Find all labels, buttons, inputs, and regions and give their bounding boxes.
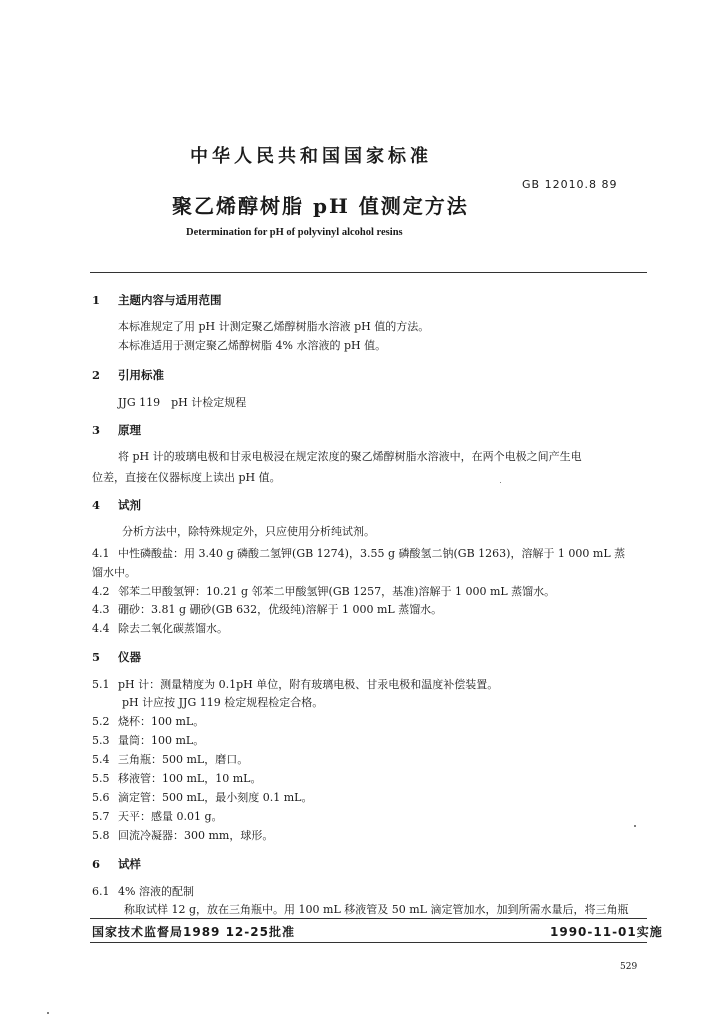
item-text: 除去二氧化碳蒸馏水。 <box>118 622 228 635</box>
paragraph: 称取试样 12 g，放在三角瓶中。用 100 mL 移液管及 50 mL 滴定管加水，加到所需水量后，将三角瓶 <box>124 903 629 916</box>
list-item <box>92 751 248 767</box>
item-text: 烧杯：100 mL。 <box>118 715 205 728</box>
document-title: 聚乙烯醇树脂 pH 值测定方法 <box>172 194 469 218</box>
item-number: 4.4 <box>92 622 110 635</box>
item-text: 量筒：100 mL。 <box>118 734 205 747</box>
item-number: 5.6 <box>92 791 110 804</box>
list-item <box>92 827 273 843</box>
item-number: 5.7 <box>92 810 110 823</box>
section-title: 仪器 <box>118 650 141 664</box>
paragraph: pH 计应按 JJG 119 检定规程检定合格。 <box>122 696 324 709</box>
paragraph: 位差，直接在仪器标度上读出 pH 值。 <box>92 471 281 484</box>
list-item <box>92 770 261 786</box>
section-5-heading <box>92 649 141 665</box>
paragraph: 本标准适用于测定聚乙烯醇树脂 4% 水溶液的 pH 值。 <box>118 339 387 352</box>
list-item <box>92 789 312 805</box>
issuing-body: 中华人民共和国国家标准 <box>190 146 432 167</box>
item-text: 中性磷酸盐：用 3.40 g 磷酸二氢钾(GB 1274)，3.55 g 磷酸氢二钠(GB 1263)，溶解于 1 000 mL 蒸 <box>118 547 626 560</box>
section-title: 引用标准 <box>118 368 164 382</box>
section-title: 试剂 <box>118 498 141 512</box>
item-number: 5.5 <box>92 772 110 785</box>
paragraph: 将 pH 计的玻璃电极和甘汞电极浸在规定浓度的聚乙烯醇树脂水溶液中，在两个电极之间产生电 <box>118 450 582 463</box>
section-title: 原理 <box>118 423 141 437</box>
item-text: 三角瓶：500 mL，磨口。 <box>118 753 249 766</box>
section-2-heading <box>92 367 164 383</box>
list-item <box>92 601 442 617</box>
implementation-date: 1990-11-01实施 <box>550 925 663 939</box>
section-number: 2 <box>92 368 101 382</box>
item-text: 硼砂：3.81 g 硼砂(GB 632，优级纯)溶解于 1 000 mL 蒸馏水。 <box>118 603 443 616</box>
section-title: 主题内容与适用范围 <box>118 293 222 307</box>
item-text: 回流冷凝器：300 mm，球形。 <box>118 829 274 842</box>
standard-code: GB 12010.8 89 <box>522 178 618 191</box>
item-text: 滴定管：500 mL，最小刻度 0.1 mL。 <box>118 791 313 804</box>
scan-speck <box>47 1012 49 1014</box>
paragraph: 分析方法中，除特殊规定外，只应使用分析纯试剂。 <box>122 525 375 538</box>
section-3-heading <box>92 422 141 438</box>
item-text: 4% 溶液的配制 <box>118 885 194 898</box>
section-number: 4 <box>92 498 101 512</box>
list-item <box>92 713 204 729</box>
item-text: pH 计：测量精度为 0.1pH 单位，附有玻璃电极、甘汞电极和温度补偿装置。 <box>118 678 499 691</box>
scan-speck <box>500 482 501 483</box>
paragraph: 馏水中。 <box>92 566 136 579</box>
scan-speck <box>634 825 636 827</box>
section-number: 3 <box>92 423 101 437</box>
section-title: 试样 <box>118 857 141 871</box>
item-number: 5.1 <box>92 678 110 691</box>
english-title: Determination for pH of polyvinyl alcohol resins <box>186 227 403 238</box>
item-number: 5.2 <box>92 715 110 728</box>
list-item <box>92 620 228 636</box>
footer-rule-bottom <box>90 942 647 943</box>
paragraph: 本标准规定了用 pH 计测定聚乙烯醇树脂水溶液 pH 值的方法。 <box>118 320 430 333</box>
item-number: 5.3 <box>92 734 110 747</box>
list-item <box>92 583 555 599</box>
list-item <box>92 808 223 824</box>
paragraph: JJG 119 pH 计检定规程 <box>118 396 247 409</box>
item-number: 4.2 <box>92 585 110 598</box>
header-rule <box>90 272 647 273</box>
list-item <box>92 732 204 748</box>
item-text: 天平：感量 0.01 g。 <box>118 810 223 823</box>
footer-rule <box>90 918 647 919</box>
item-number: 6.1 <box>92 885 110 898</box>
page-number: 529 <box>620 962 638 972</box>
item-number: 5.4 <box>92 753 110 766</box>
section-4-heading <box>92 497 141 513</box>
section-6-heading <box>92 856 141 872</box>
item-text: 邻苯二甲酸氢钾：10.21 g 邻苯二甲酸氢钾(GB 1257，基准)溶解于 1 000 mL 蒸馏水。 <box>118 585 556 598</box>
item-number: 4.3 <box>92 603 110 616</box>
list-item <box>92 676 498 692</box>
section-number: 5 <box>92 650 101 664</box>
list-item <box>92 545 625 561</box>
item-text: 移液管：100 mL，10 mL。 <box>118 772 262 785</box>
section-number: 1 <box>92 293 101 307</box>
item-number: 5.8 <box>92 829 110 842</box>
section-1-heading <box>92 292 222 308</box>
item-number: 4.1 <box>92 547 110 560</box>
list-item <box>92 883 194 899</box>
approval-date: 国家技术监督局1989 12-25批准 <box>92 925 295 939</box>
section-number: 6 <box>92 857 101 871</box>
